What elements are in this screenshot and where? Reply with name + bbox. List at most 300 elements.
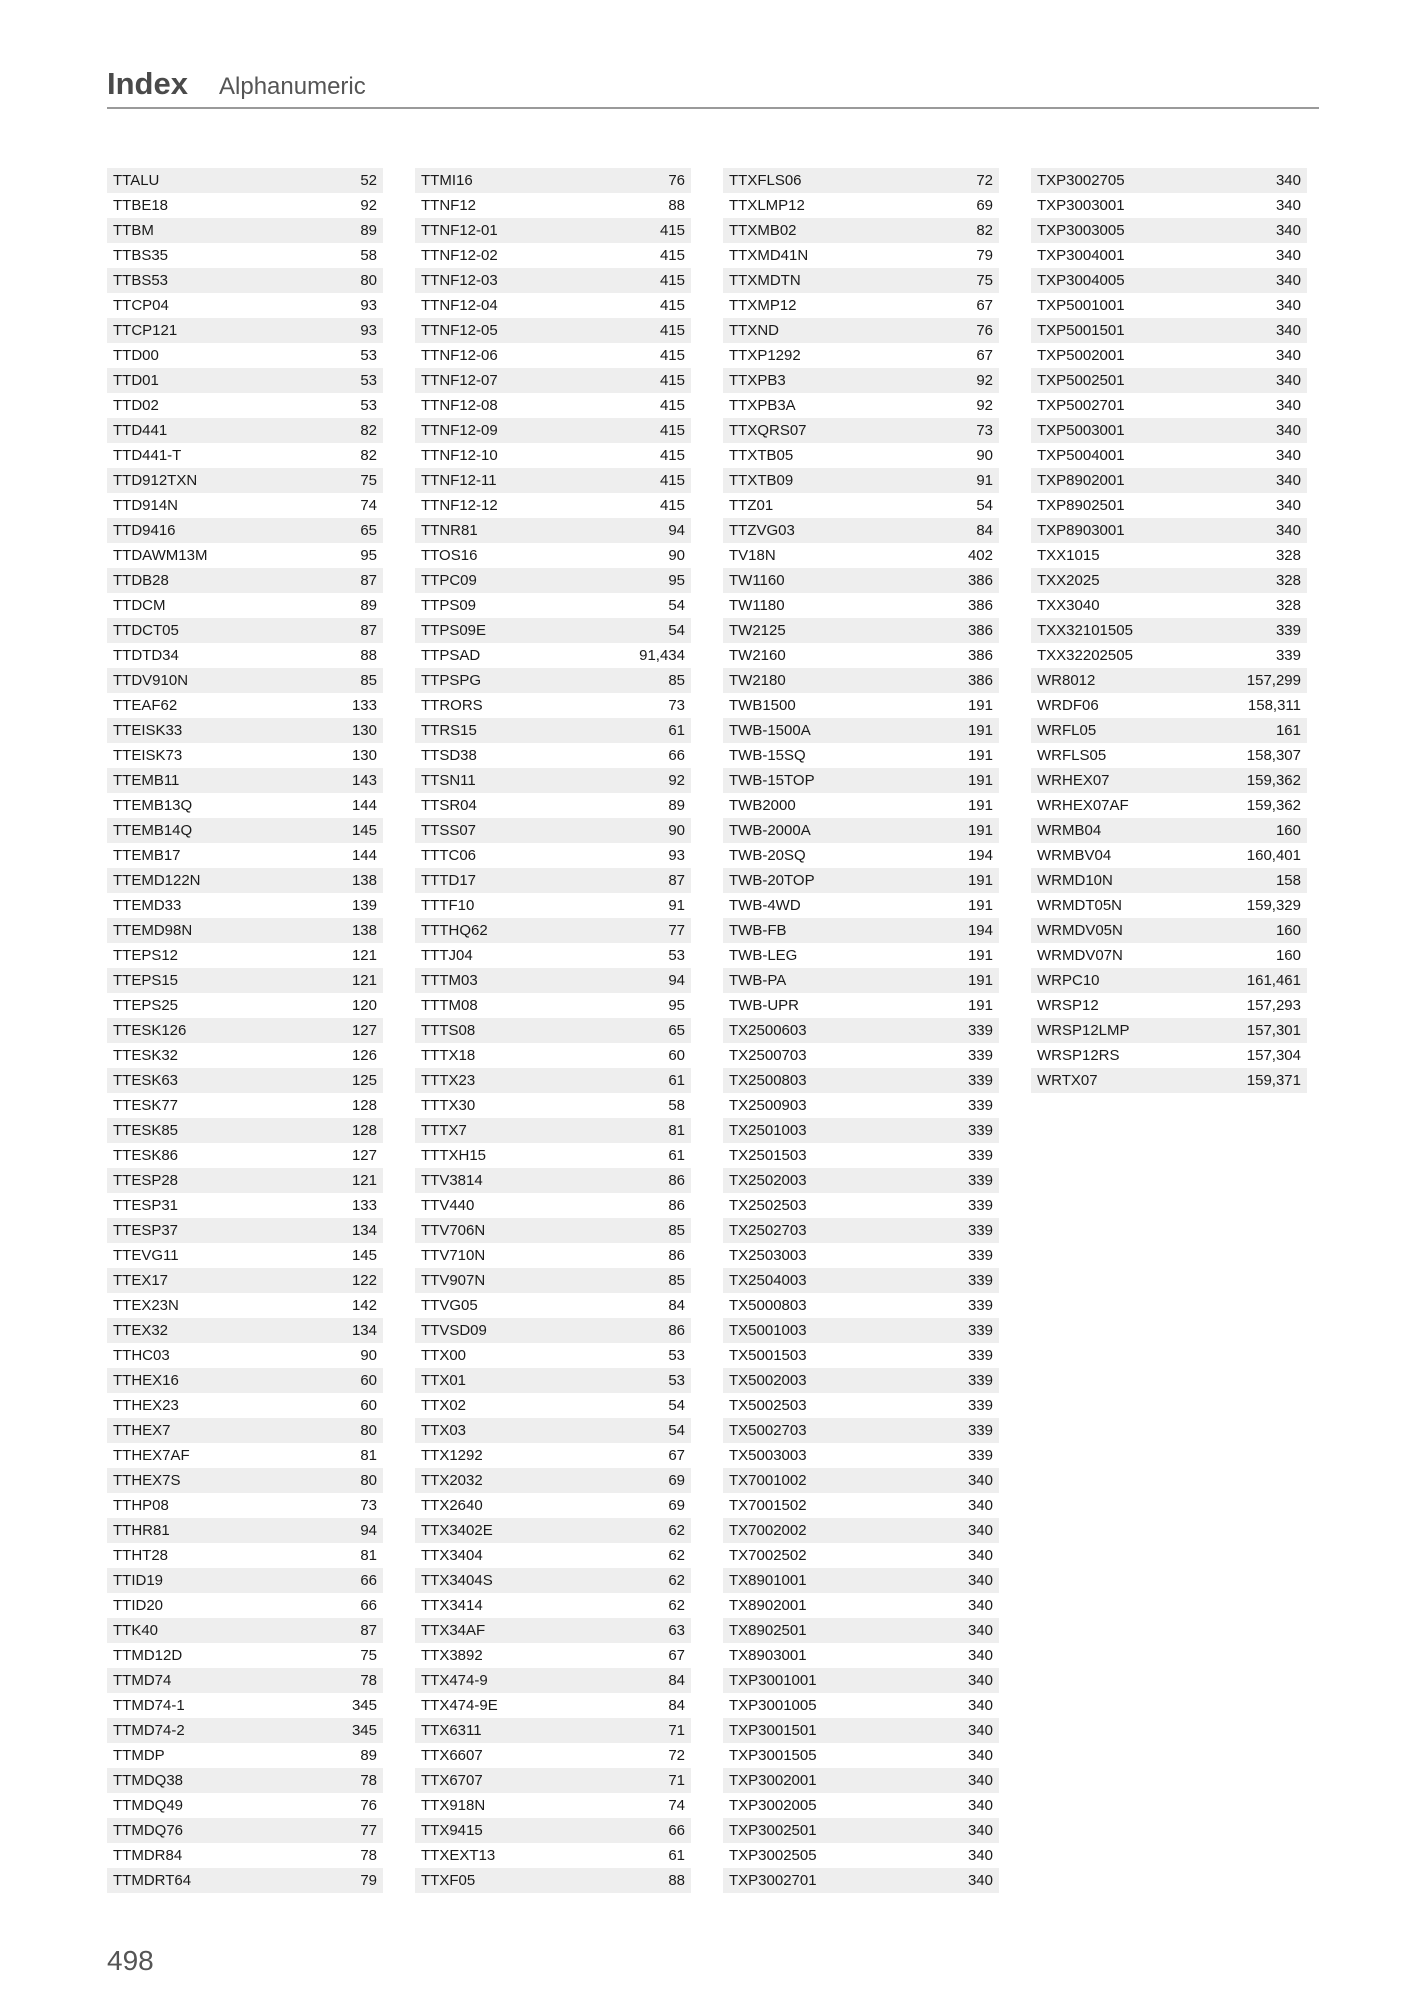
product-code: TTXMP12 — [729, 297, 797, 314]
page-reference: 85 — [668, 672, 685, 689]
index-row — [723, 518, 999, 543]
product-code: TXP3002005 — [729, 1797, 817, 1814]
product-code: TTBS53 — [113, 272, 169, 289]
page-reference: 62 — [668, 1572, 685, 1589]
index-row — [1031, 643, 1307, 668]
page-reference: 62 — [668, 1547, 685, 1564]
page-reference: 85 — [360, 672, 377, 689]
page-reference: 345 — [351, 1722, 377, 1739]
index-row — [107, 493, 383, 518]
page-reference: 86 — [668, 1197, 685, 1214]
page-reference: 74 — [668, 1797, 685, 1814]
product-code: TTMD74-2 — [113, 1722, 185, 1739]
page-reference: 53 — [360, 397, 377, 414]
page-reference: 90 — [668, 822, 685, 839]
page-reference: 74 — [360, 497, 377, 514]
product-code: TTTF10 — [421, 897, 475, 914]
page-reference: 67 — [976, 347, 993, 364]
page-reference: 53 — [668, 947, 685, 964]
index-row — [1031, 1043, 1307, 1068]
page-reference: 159,371 — [1246, 1072, 1301, 1089]
index-row — [107, 1193, 383, 1218]
page-reference: 340 — [967, 1472, 993, 1489]
index-row — [1031, 568, 1307, 593]
index-row — [107, 1268, 383, 1293]
page-reference: 91 — [976, 472, 993, 489]
product-code: TTHR81 — [113, 1522, 170, 1539]
product-code: TTX6311 — [421, 1722, 482, 1739]
index-row — [723, 468, 999, 493]
index-row — [107, 1868, 383, 1893]
page-reference: 61 — [668, 1072, 685, 1089]
product-code: TXP3001001 — [729, 1672, 817, 1689]
index-row — [107, 343, 383, 368]
page-reference: 340 — [1275, 247, 1301, 264]
product-code: TX8902001 — [729, 1597, 807, 1614]
product-code: TTX6607 — [421, 1747, 483, 1764]
index-row — [723, 593, 999, 618]
product-code: TTEX17 — [113, 1272, 169, 1289]
page-reference: 91,434 — [639, 647, 685, 664]
index-row — [723, 393, 999, 418]
product-code: TTMD12D — [113, 1647, 183, 1664]
index-row — [107, 393, 383, 418]
index-row — [1031, 318, 1307, 343]
product-code: TTX3414 — [421, 1597, 483, 1614]
index-row — [1031, 343, 1307, 368]
product-code: TTOS16 — [421, 547, 478, 564]
product-code: TTVG05 — [421, 1297, 478, 1314]
page-reference: 82 — [976, 222, 993, 239]
page-reference: 191 — [967, 947, 993, 964]
product-code: WRMD10N — [1037, 872, 1113, 889]
product-code: TTMDP — [113, 1747, 165, 1764]
index-row — [723, 1868, 999, 1893]
index-row — [107, 1743, 383, 1768]
index-row — [723, 1643, 999, 1668]
page-reference: 82 — [360, 422, 377, 439]
page-reference: 340 — [1275, 297, 1301, 314]
product-code: TTX3892 — [421, 1647, 483, 1664]
index-row — [107, 243, 383, 268]
product-code: TTXND — [729, 322, 779, 339]
product-code: TTSD38 — [421, 747, 477, 764]
page-reference: 76 — [668, 172, 685, 189]
index-row — [107, 1693, 383, 1718]
page-reference: 69 — [668, 1497, 685, 1514]
page-subtitle: Alphanumeric — [219, 73, 366, 100]
product-code: TWB-1500A — [729, 722, 811, 739]
page-title: Index — [107, 66, 188, 101]
index-row — [723, 793, 999, 818]
index-row — [723, 1343, 999, 1368]
product-code: TX2502503 — [729, 1197, 807, 1214]
product-code: TXP3003005 — [1037, 222, 1125, 239]
product-code: TTTS08 — [421, 1022, 476, 1039]
index-row — [107, 968, 383, 993]
page-number: 498 — [107, 1945, 154, 1976]
product-code: TTX34AF — [421, 1622, 486, 1639]
page-reference: 386 — [967, 572, 993, 589]
index-row — [1031, 618, 1307, 643]
product-code: TX2501003 — [729, 1122, 807, 1139]
index-row — [723, 1318, 999, 1343]
page-reference: 339 — [967, 1422, 993, 1439]
page-reference: 66 — [668, 747, 685, 764]
page-reference: 80 — [360, 1422, 377, 1439]
product-code: TTSS07 — [421, 822, 477, 839]
index-row — [107, 1543, 383, 1568]
index-row — [107, 1593, 383, 1618]
page-reference: 328 — [1275, 597, 1301, 614]
index-row — [723, 1193, 999, 1218]
index-row — [415, 418, 691, 443]
product-code: TTTD17 — [421, 872, 477, 889]
index-row — [723, 1268, 999, 1293]
index-row — [1031, 368, 1307, 393]
page-reference: 93 — [360, 322, 377, 339]
product-code: TX8902501 — [729, 1622, 807, 1639]
product-code: TTNF12-01 — [421, 222, 498, 239]
product-code: TW2160 — [729, 647, 786, 664]
index-row — [1031, 218, 1307, 243]
page-reference: 90 — [360, 1347, 377, 1364]
product-code: TTX02 — [421, 1397, 467, 1414]
index-row — [1031, 1068, 1307, 1093]
index-row — [415, 1343, 691, 1368]
index-row — [415, 968, 691, 993]
product-code: TXP5004001 — [1037, 447, 1125, 464]
index-row — [415, 168, 691, 193]
page-reference: 339 — [1275, 622, 1301, 639]
product-code: TTMD74 — [113, 1672, 172, 1689]
product-code: TW2125 — [729, 622, 786, 639]
product-code: TTEMB11 — [113, 772, 180, 789]
page-reference: 340 — [1275, 422, 1301, 439]
index-row — [415, 1693, 691, 1718]
page-reference: 81 — [360, 1547, 377, 1564]
product-code: TTDCM — [113, 597, 166, 614]
page-reference: 61 — [668, 722, 685, 739]
page-reference: 126 — [351, 1047, 377, 1064]
product-code: TTPSPG — [421, 672, 482, 689]
index-row — [107, 193, 383, 218]
product-code: TTTX18 — [421, 1047, 476, 1064]
product-code: TTALU — [113, 172, 160, 189]
page-reference: 339 — [967, 1122, 993, 1139]
product-code: TWB2000 — [729, 797, 796, 814]
page-reference: 386 — [967, 672, 993, 689]
index-row — [723, 368, 999, 393]
page-reference: 386 — [967, 597, 993, 614]
index-row — [723, 1043, 999, 1068]
index-row — [723, 218, 999, 243]
index-row — [723, 943, 999, 968]
product-code: TXP3002701 — [729, 1872, 817, 1889]
page-reference: 92 — [668, 772, 685, 789]
product-code: TTXTB09 — [729, 472, 794, 489]
product-code: TX5002003 — [729, 1372, 807, 1389]
index-row — [415, 193, 691, 218]
index-row — [1031, 168, 1307, 193]
page-reference: 340 — [967, 1522, 993, 1539]
index-row — [1031, 1018, 1307, 1043]
page-reference: 157,293 — [1246, 997, 1301, 1014]
index-row — [107, 1018, 383, 1043]
product-code: TTEMD122N — [113, 872, 201, 889]
index-row — [107, 568, 383, 593]
page-reference: 144 — [351, 797, 377, 814]
page-reference: 340 — [967, 1622, 993, 1639]
product-code: TTNF12-06 — [421, 347, 498, 364]
page-reference: 339 — [967, 1022, 993, 1039]
product-code: TX5001503 — [729, 1347, 807, 1364]
page-reference: 161,461 — [1246, 972, 1301, 989]
index-row — [107, 943, 383, 968]
index-row — [1031, 743, 1307, 768]
product-code: TTTJ04 — [421, 947, 473, 964]
product-code: TWB-15SQ — [729, 747, 806, 764]
product-code: TX7002502 — [729, 1547, 807, 1564]
index-row — [415, 243, 691, 268]
page-reference: 157,304 — [1246, 1047, 1301, 1064]
product-code: TTDCT05 — [113, 622, 179, 639]
page-reference: 144 — [351, 847, 377, 864]
index-row — [723, 1293, 999, 1318]
product-code: TTNF12-07 — [421, 372, 498, 389]
index-row — [415, 918, 691, 943]
product-code: TXX1015 — [1037, 547, 1100, 564]
index-row — [415, 1518, 691, 1543]
page-reference: 138 — [351, 872, 377, 889]
index-row — [107, 468, 383, 493]
page-reference: 89 — [360, 1747, 377, 1764]
product-code: TTXF05 — [421, 1872, 476, 1889]
page-reference: 52 — [360, 172, 377, 189]
page-reference: 339 — [967, 1272, 993, 1289]
product-code: TW2180 — [729, 672, 786, 689]
index-row — [1031, 968, 1307, 993]
product-code: TX2501503 — [729, 1147, 807, 1164]
product-code: TTX3404 — [421, 1547, 483, 1564]
page-reference: 415 — [659, 322, 685, 339]
product-code: TTXEXT13 — [421, 1847, 496, 1864]
page-reference: 339 — [967, 1097, 993, 1114]
index-row — [415, 268, 691, 293]
product-code: TTPSAD — [421, 647, 481, 664]
product-code: TWB-4WD — [729, 897, 801, 914]
index-row — [723, 1568, 999, 1593]
product-code: TTBE18 — [113, 197, 169, 214]
index-row — [723, 1093, 999, 1118]
index-row — [107, 893, 383, 918]
page-reference: 90 — [976, 447, 993, 464]
page-reference: 339 — [967, 1372, 993, 1389]
index-row — [415, 493, 691, 518]
page-reference: 53 — [668, 1347, 685, 1364]
index-row — [723, 1068, 999, 1093]
index-row — [107, 518, 383, 543]
index-row — [1031, 268, 1307, 293]
page-reference: 143 — [351, 772, 377, 789]
product-code: TX5002703 — [729, 1422, 807, 1439]
product-code: TTEMD98N — [113, 922, 193, 939]
page-reference: 415 — [659, 447, 685, 464]
product-code: TTNF12 — [421, 197, 477, 214]
index-row — [723, 1143, 999, 1168]
index-row — [107, 918, 383, 943]
page-reference: 340 — [967, 1672, 993, 1689]
page-reference: 340 — [967, 1772, 993, 1789]
product-code: TXP5002501 — [1037, 372, 1125, 389]
page-reference: 61 — [668, 1147, 685, 1164]
page-reference: 339 — [967, 1147, 993, 1164]
product-code: TTEMB14Q — [113, 822, 193, 839]
index-row — [1031, 993, 1307, 1018]
page-reference: 87 — [360, 572, 377, 589]
index-row — [415, 1643, 691, 1668]
page-reference: 69 — [668, 1472, 685, 1489]
page-reference: 67 — [976, 297, 993, 314]
product-code: TX5003003 — [729, 1447, 807, 1464]
index-row — [723, 1743, 999, 1768]
page-reference: 76 — [976, 322, 993, 339]
index-row — [723, 193, 999, 218]
index-column-2 — [415, 168, 691, 1893]
product-code: TXP8903001 — [1037, 522, 1125, 539]
product-code: TTMDQ76 — [113, 1822, 184, 1839]
page-reference: 402 — [967, 547, 993, 564]
product-code: TW1160 — [729, 572, 785, 589]
page-reference: 328 — [1275, 547, 1301, 564]
page-reference: 82 — [360, 447, 377, 464]
page-reference: 134 — [351, 1322, 377, 1339]
index-row — [723, 768, 999, 793]
product-code: TTEISK73 — [113, 747, 183, 764]
page-reference: 340 — [1275, 397, 1301, 414]
index-row — [415, 1293, 691, 1318]
product-code: TTD00 — [113, 347, 159, 364]
index-row — [107, 718, 383, 743]
page-reference: 340 — [1275, 172, 1301, 189]
product-code: TTEMD33 — [113, 897, 182, 914]
page-reference: 194 — [967, 847, 993, 864]
product-code: TTHP08 — [113, 1497, 169, 1514]
index-row — [107, 1668, 383, 1693]
product-code: TX7001002 — [729, 1472, 807, 1489]
index-row — [415, 1468, 691, 1493]
product-code: TX7001502 — [729, 1497, 807, 1514]
page-reference: 415 — [659, 297, 685, 314]
page-reference: 415 — [659, 497, 685, 514]
product-code: TX5002503 — [729, 1397, 807, 1414]
page-reference: 160,401 — [1246, 847, 1301, 864]
page-reference: 75 — [360, 472, 377, 489]
index-row — [723, 1718, 999, 1743]
product-code: WRMDV05N — [1037, 922, 1123, 939]
product-code: WR8012 — [1037, 672, 1096, 689]
product-code: TTZ01 — [729, 497, 774, 514]
page-reference: 77 — [668, 922, 685, 939]
index-row — [415, 668, 691, 693]
page-reference: 191 — [967, 972, 993, 989]
product-code: TTD912TXN — [113, 472, 198, 489]
index-row — [1031, 893, 1307, 918]
index-row — [723, 1168, 999, 1193]
index-row — [723, 618, 999, 643]
product-code: TX2500703 — [729, 1047, 807, 1064]
page-reference: 157,301 — [1246, 1022, 1301, 1039]
page-reference: 88 — [668, 1872, 685, 1889]
product-code: TTNF12-02 — [421, 247, 498, 264]
page-reference: 340 — [1275, 522, 1301, 539]
index-row — [107, 1318, 383, 1343]
page-reference: 89 — [360, 222, 377, 239]
product-code: TTXQRS07 — [729, 422, 807, 439]
index-row — [107, 1493, 383, 1518]
page-reference: 340 — [1275, 472, 1301, 489]
product-code: TTXMB02 — [729, 222, 797, 239]
page-reference: 95 — [668, 997, 685, 1014]
product-code: TTZVG03 — [729, 522, 795, 539]
index-row — [107, 1243, 383, 1268]
index-row — [415, 1118, 691, 1143]
index-row — [107, 868, 383, 893]
product-code: WRFL05 — [1037, 722, 1097, 739]
page-reference: 53 — [360, 372, 377, 389]
page-reference: 415 — [659, 272, 685, 289]
page-reference: 139 — [351, 897, 377, 914]
index-row — [723, 743, 999, 768]
product-code: TXP3002001 — [729, 1772, 817, 1789]
page-reference: 121 — [351, 1172, 377, 1189]
product-code: WRSP12RS — [1037, 1047, 1120, 1064]
index-row — [107, 668, 383, 693]
page-reference: 340 — [967, 1572, 993, 1589]
page-reference: 339 — [1275, 647, 1301, 664]
product-code: TTXPB3A — [729, 397, 796, 414]
index-row — [415, 1768, 691, 1793]
page-reference: 54 — [668, 1422, 685, 1439]
page-reference: 125 — [351, 1072, 377, 1089]
index-row — [107, 293, 383, 318]
page-reference: 92 — [976, 372, 993, 389]
page-reference: 340 — [1275, 272, 1301, 289]
index-row — [1031, 793, 1307, 818]
index-row — [723, 1593, 999, 1618]
page-reference: 328 — [1275, 572, 1301, 589]
product-code: TX2504003 — [729, 1272, 807, 1289]
index-row — [415, 1268, 691, 1293]
product-code: TTX01 — [421, 1372, 467, 1389]
page-reference: 340 — [1275, 497, 1301, 514]
index-row — [1031, 918, 1307, 943]
index-row — [107, 1293, 383, 1318]
index-row — [1031, 693, 1307, 718]
index-row — [415, 718, 691, 743]
product-code: TTEVG11 — [113, 1247, 179, 1264]
page-reference: 54 — [668, 1397, 685, 1414]
page-reference: 158 — [1275, 872, 1301, 889]
index-row — [107, 1518, 383, 1543]
page-reference: 127 — [351, 1022, 377, 1039]
page-reference: 76 — [360, 1797, 377, 1814]
index-row — [415, 1193, 691, 1218]
page-reference: 415 — [659, 422, 685, 439]
page-reference: 339 — [967, 1347, 993, 1364]
product-code: TTX918N — [421, 1797, 486, 1814]
index-row — [1031, 593, 1307, 618]
